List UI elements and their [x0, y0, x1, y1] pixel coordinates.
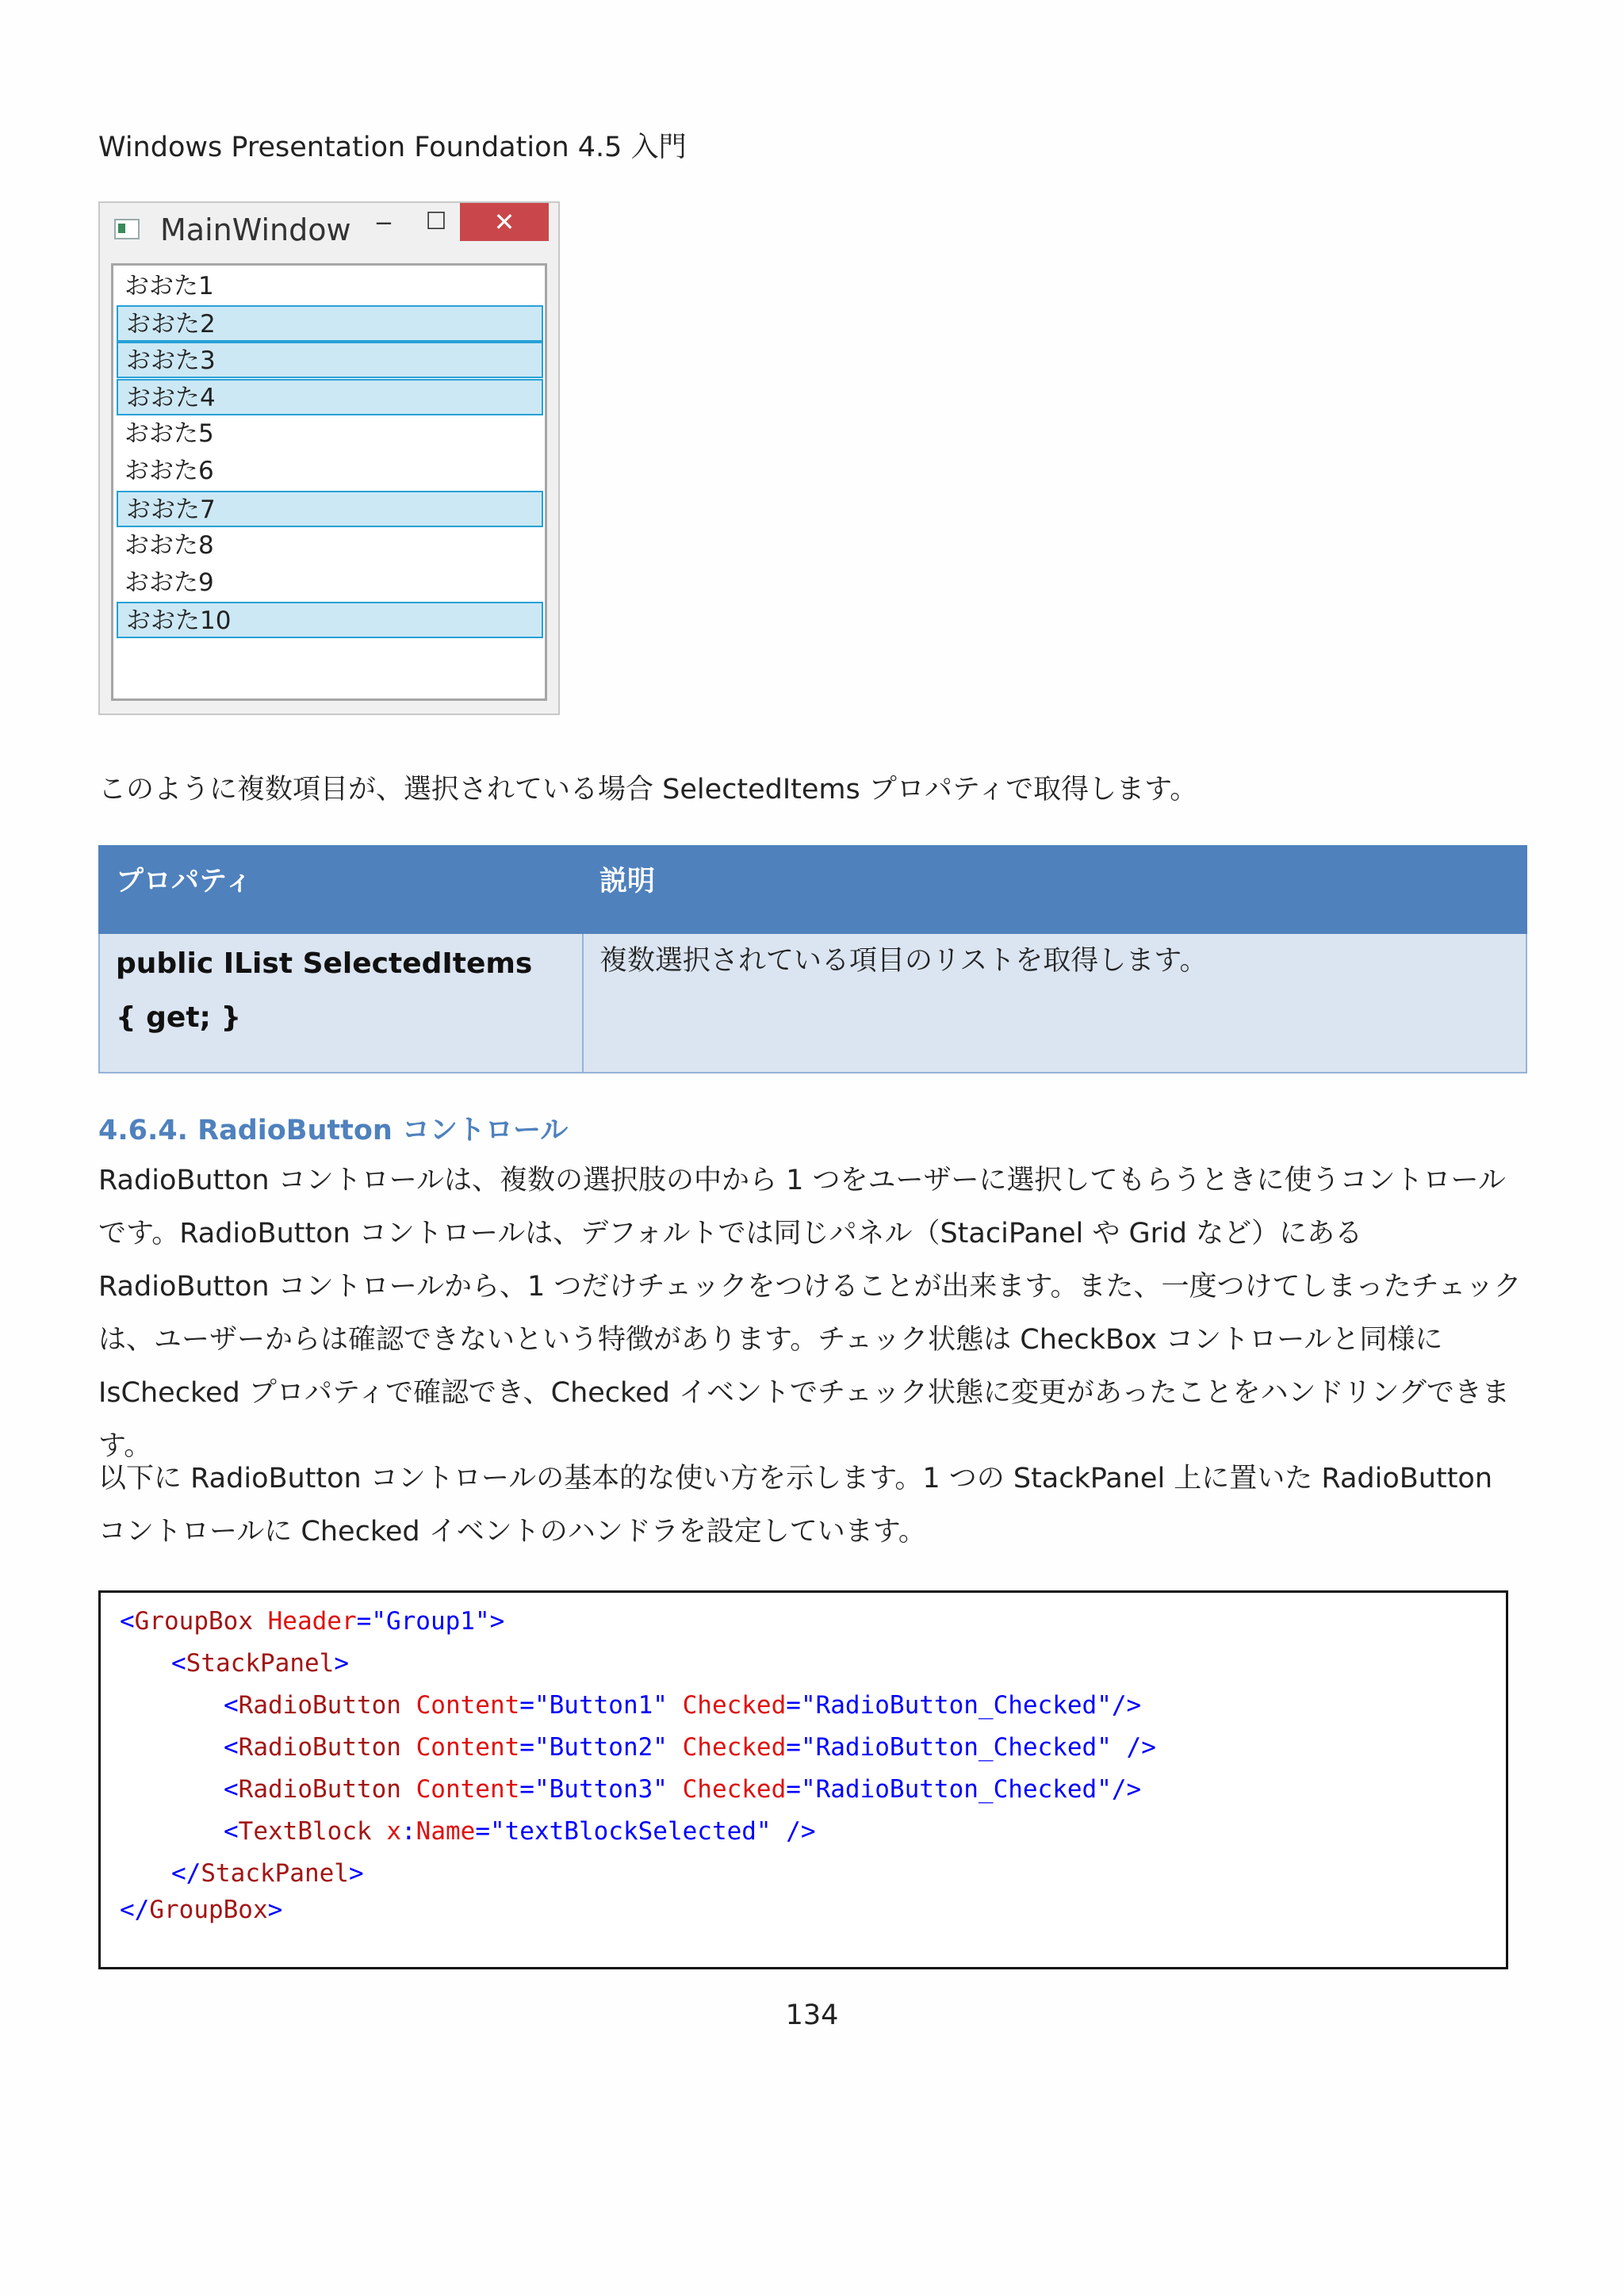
list-item[interactable]: おおた8: [124, 531, 214, 560]
minimize-icon[interactable]: ‒: [375, 206, 393, 238]
code-line: </StackPanel>: [171, 1859, 364, 1888]
code-line: </GroupBox>: [120, 1896, 283, 1924]
table-row: [99, 933, 1526, 1073]
code-line: <StackPanel>: [171, 1649, 349, 1678]
window-title: MainWindow: [160, 212, 351, 247]
code-line: <RadioButton Content="Button1" Checked="RadioButton_Checked"/>: [224, 1691, 1142, 1720]
intro-paragraph: このように複数項目が、選択されている場合 SelectedItems プロパティで取得します。: [98, 774, 1198, 806]
table-header-row: [99, 846, 1526, 933]
body-paragraph-2: 以下に RadioButton コントロールの基本的な使い方を示します。1 つの StackPanel 上に置いた RadioButton コントロールに Checked イベントのハンドラを設定しています。: [98, 1463, 1493, 1548]
property-signature: public IList SelectedItems: [116, 947, 533, 980]
main-window-screenshot: [98, 201, 560, 715]
list-item[interactable]: おおた7: [117, 491, 543, 527]
list-item[interactable]: おおた4: [117, 379, 543, 415]
list-item[interactable]: おおた10: [117, 602, 543, 638]
maximize-icon[interactable]: ☐: [425, 208, 447, 235]
property-signature-cell: [99, 933, 583, 1073]
code-line: <RadioButton Content="Button2" Checked="RadioButton_Checked" />: [224, 1733, 1156, 1762]
code-line: <RadioButton Content="Button3" Checked="RadioButton_Checked"/>: [224, 1775, 1142, 1804]
list-item[interactable]: おおた9: [124, 568, 214, 597]
window-title-bar: [100, 203, 558, 247]
window-app-icon: [114, 219, 140, 239]
running-header: Windows Presentation Foundation 4.5 入門: [98, 132, 687, 163]
property-description: 複数選択されている項目のリストを取得します。: [583, 933, 1526, 1073]
body-paragraph: RadioButton コントロールは、複数の選択肢の中から 1 つをユーザーに選択してもらうときに使うコントロールです。RadioButton コントロールは、デフォルトでは同じパネル（StaciPanel や Grid など）にある RadioButton コントロールから、1 つだけチェックをつけることが出来ます。また、一度つけてしまったチェックは、ユーザーからは確認できないという特徴があります。チェック状態は CheckBox コントロールと同様に IsChecked プロパティで確認でき、Checked イベントでチェック状態に変更があったことをハンドリングできます。: [98, 1165, 1522, 1462]
table-header-description: 説明: [583, 846, 1526, 933]
list-item[interactable]: おおた6: [124, 457, 214, 485]
list-item[interactable]: おおた3: [117, 342, 543, 378]
list-item[interactable]: おおた1: [124, 272, 214, 300]
page-number: 134: [785, 1999, 839, 2031]
list-item[interactable]: おおた2: [117, 305, 543, 342]
property-table: [98, 845, 1527, 1073]
code-line: <TextBlock x:Name="textBlockSelected" />: [224, 1817, 816, 1846]
table-header-property: プロパティ: [99, 846, 583, 933]
code-block: [98, 1590, 1508, 1969]
list-item[interactable]: おおた5: [124, 419, 214, 448]
listbox[interactable]: [111, 263, 547, 701]
code-line: <GroupBox Header="Group1">: [120, 1607, 505, 1636]
close-icon[interactable]: ✕: [460, 203, 549, 241]
property-accessor: { get; }: [116, 1001, 242, 1034]
section-heading: 4.6.4. RadioButton コントロール: [98, 1115, 569, 1146]
